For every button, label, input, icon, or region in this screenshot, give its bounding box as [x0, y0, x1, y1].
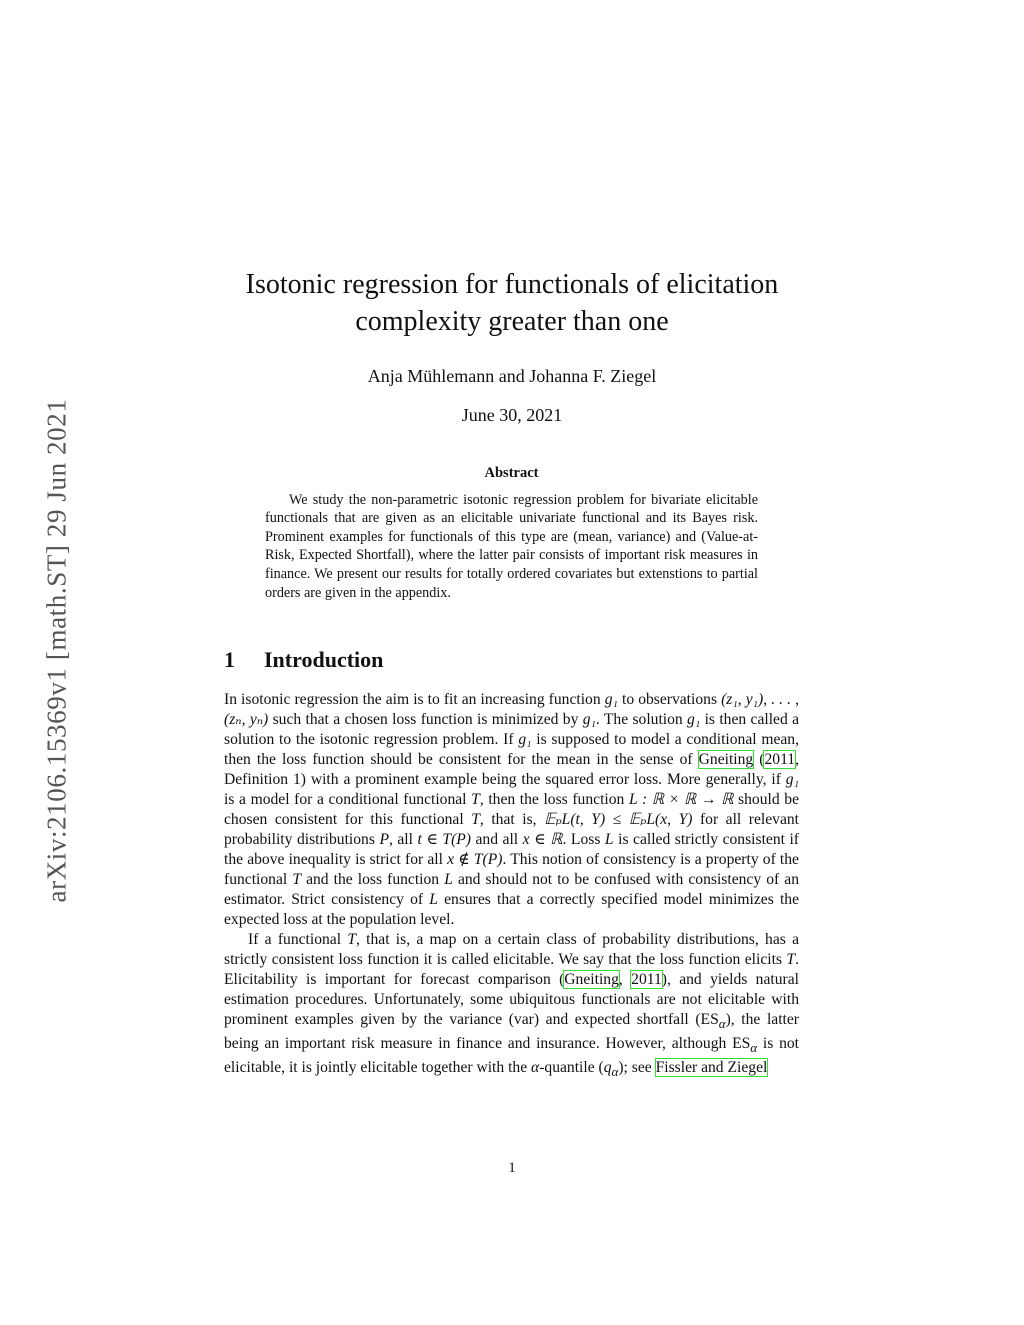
math-inline: x ∈ ℝ [522, 831, 563, 848]
text-run: ), and yields natural estimation procedures. Unfortunately, some ubiquitous functionals are not elicitable with prominent examples given by the variance (var) and expected shortfall (ES [224, 971, 799, 1028]
math-inline: q [603, 1059, 612, 1077]
math-inline: T [471, 791, 480, 808]
math-inline: (z₁, y₁), . . . , (zₙ, yₙ) [224, 691, 799, 728]
math-inline: L [604, 831, 614, 848]
text-run: , then the loss function [479, 791, 629, 808]
math-inline: g₁ [518, 731, 532, 748]
text-run: , that is, a map on a certain class of probability distributions, has a strictly consistent loss function it is called elicitable. We say that the loss function elicits [224, 931, 799, 968]
math-inline: t ∈ T(P) [417, 831, 471, 848]
math-subscript: α [611, 1064, 619, 1080]
math-inline: g₁ [687, 711, 701, 728]
paragraph-2 [224, 930, 799, 1082]
citation-link-gneiting[interactable]: Gneiting [698, 751, 754, 768]
citation-link-fissler-ziegel[interactable]: Fissler and Ziegel [655, 1059, 768, 1077]
citation-link-2011[interactable]: 2011 [631, 971, 662, 988]
text-run: , all [388, 831, 418, 848]
text-run: ( [753, 751, 765, 768]
math-inline: T [347, 931, 356, 948]
abstract-section [265, 464, 758, 602]
text-run: , [618, 971, 632, 988]
text-run: In isotonic regression the aim is to fit an increasing function [224, 691, 605, 708]
abstract-text: We study the non-parametric isotonic regression problem for bivariate elicitable functionals that are given as an elicitable univariate functional and its Bayes risk. Prominent examples for functionals of this type are (mean, variance) and (Value-at-Risk, Expected Shortfall), where the latter pair consists of important risk measures in finance. We present our results for totally ordered covariates but extenstions to partial orders are given in the appendix. [265, 491, 758, 601]
text-run: . The solution [595, 711, 688, 728]
math-inline: L [444, 871, 453, 888]
text-run: is called strictly consistent if the above inequality is strict for all [224, 831, 800, 868]
text-run: -quantile ( [539, 1059, 604, 1077]
text-run: is not elicitable, it is jointly elicitable together with the [224, 1035, 799, 1077]
math-inline: P [379, 831, 389, 848]
text-run: . Elicitability is important for forecast comparison ( [224, 951, 799, 988]
text-run: . Loss [562, 831, 605, 848]
math-subscript: α [750, 1040, 758, 1056]
text-run: should be chosen consistent for this functional [224, 791, 799, 828]
text-run: . This notion of consistency is a property of the functional [224, 851, 799, 888]
citation-link-2011[interactable]: 2011 [764, 751, 796, 768]
math-inline: L [429, 891, 438, 908]
paper-title [180, 266, 844, 340]
title-block [180, 266, 844, 426]
math-inline: L : ℝ × ℝ → ℝ [628, 791, 734, 808]
math-inline: g₁ [582, 711, 596, 728]
math-subscript: α [718, 1016, 726, 1032]
text-run: and all [471, 831, 523, 848]
text-run: is a model for a conditional functional [224, 791, 472, 808]
section-heading-introduction [224, 647, 383, 673]
text-run: and the loss function [301, 871, 445, 888]
section-number: 1 [224, 647, 235, 672]
citation-link-gneiting[interactable]: Gneiting [564, 971, 619, 988]
introduction-body [224, 690, 799, 1082]
publication-date: June 30, 2021 [461, 405, 563, 425]
text-run: to observations [617, 691, 722, 708]
text-run: ensures that a correctly specified model minimizes the expected loss at the population level. [224, 891, 799, 928]
page-number: 1 [508, 1160, 516, 1176]
text-run: and should not to be confused with consistency of an estimator. Strict consistency of [224, 871, 799, 908]
text-run: is supposed to model a conditional mean, then the loss function should be consistent for the mean in the sense of [224, 731, 799, 768]
text-run: , Definition 1) with a prominent example being the squared error loss. More generally, if [224, 751, 799, 788]
arxiv-identifier-stamp[interactable] [42, 345, 72, 955]
math-inline: T [292, 871, 301, 888]
section-title: Introduction [264, 647, 384, 672]
text-run: is then called a solution to the isotonic regression problem. If [224, 711, 799, 748]
arxiv-identifier-text[interactable]: arXiv:2106.15369v1 [math.ST] 29 Jun 2021 [41, 398, 72, 902]
math-inline: T [471, 811, 480, 828]
title-line-2: complexity greater than one [355, 306, 669, 337]
math-inline: g₁ [785, 771, 799, 788]
paragraph-1 [224, 690, 799, 930]
authors: Anja Mühlemann and Johanna F. Ziegel [367, 366, 657, 386]
title-line-1: Isotonic regression for functionals of elicitation [245, 269, 779, 300]
text-run: ), the latter being an important risk measure in finance and insurance. However, although ES [224, 1011, 799, 1053]
math-inline: 𝔼ₚL(t, Y) ≤ 𝔼ₚL(x, Y) [544, 811, 693, 828]
text-run: If a functional [248, 931, 348, 948]
text-run: such that a chosen loss function is minimized by [268, 711, 583, 728]
text-run: , that is, [479, 811, 545, 828]
abstract-heading: Abstract [484, 465, 539, 481]
math-inline: x ∉ T(P) [447, 851, 503, 868]
text-run: ); see [618, 1059, 656, 1077]
math-inline: T [786, 951, 796, 968]
math-inline: α [531, 1059, 540, 1077]
math-inline: g₁ [604, 691, 618, 708]
text-run: for all relevant probability distributions [224, 811, 800, 848]
